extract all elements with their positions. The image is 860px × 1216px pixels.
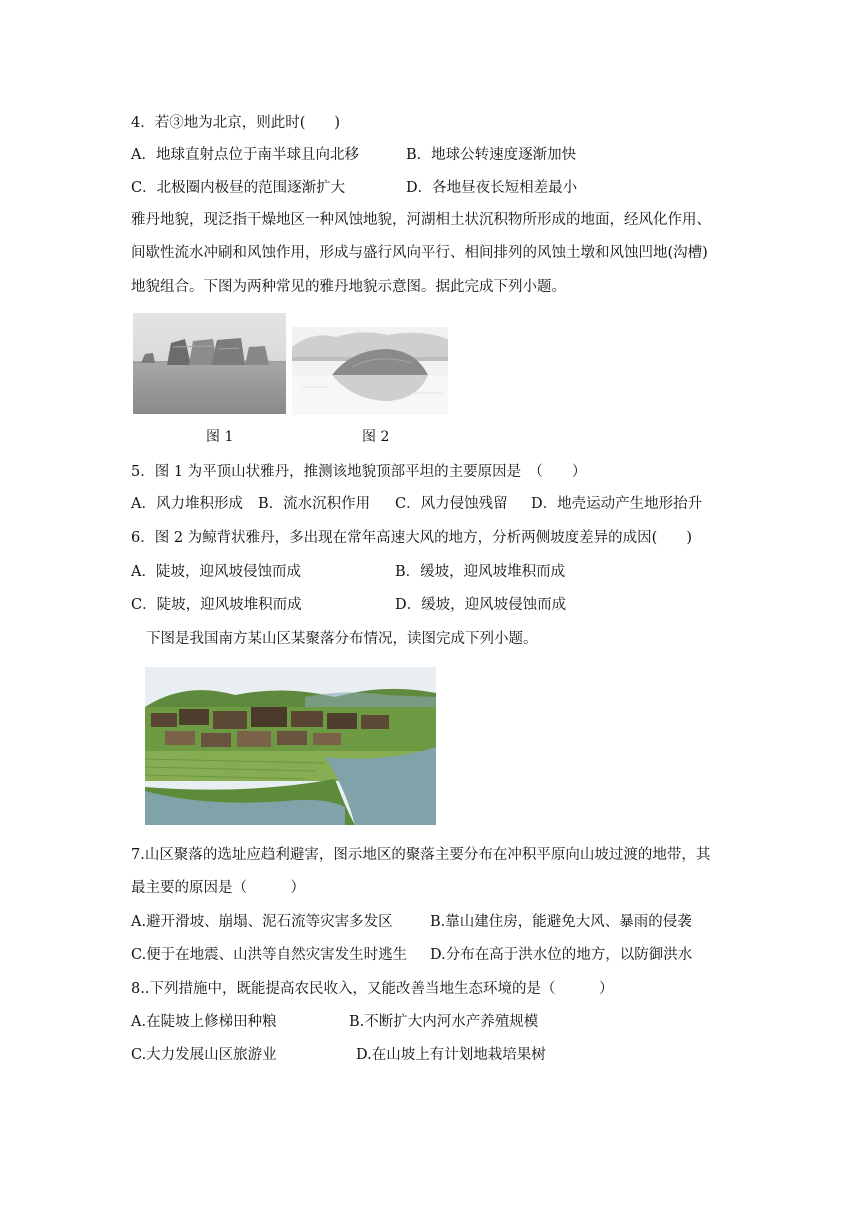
q6-option-c: C．陡坡，迎风坡堆积而成 [131, 597, 302, 613]
figure-1-caption: 图 1 [206, 429, 234, 445]
q7-stem-line2: 最主要的原因是（ ） [131, 880, 305, 896]
intro1-line1: 雅丹地貌，现泛指干燥地区一种风蚀地貌，河湖相土状沉积物所形成的地面，经风化作用、 [131, 212, 711, 228]
q5-option-b: B．流水沉积作用 [258, 496, 371, 512]
q6-stem: 6．图 2 为鲸背状雅丹，多出现在常年高速大风的地方，分析两侧坡度差异的成因( ) [131, 530, 692, 546]
q7-stem-line1: 7.山区聚落的选址应趋利避害，图示地区的聚落主要分布在冲积平原向山坡过渡的地带，其 [131, 847, 711, 863]
q4-stem: 4．若③地为北京，则此时( ) [131, 115, 341, 131]
q5-option-a: A．风力堆积形成 [131, 496, 243, 512]
q4-option-c: C．北极圈内极昼的范围逐渐扩大 [131, 180, 346, 196]
q7-option-d: D.分布在高于洪水位的地方，以防御洪水 [430, 947, 693, 963]
q7-option-a: A.避开滑坡、崩塌、泥石流等灾害多发区 [131, 914, 393, 930]
q6-option-a: A．陡坡，迎风坡侵蚀而成 [131, 564, 301, 580]
q4-option-b: B．地球公转速度逐渐加快 [406, 147, 577, 163]
intro1-line3: 地貌组合。下图为两种常见的雅丹地貌示意图。据此完成下列小题。 [131, 279, 566, 295]
figure-2-whale-back-yardang-image [292, 327, 448, 415]
q5-stem: 5．图 1 为平顶山状雅丹，推测该地貌顶部平坦的主要原因是 （ ） [131, 464, 587, 480]
q7-option-c: C.便于在地震、山洪等自然灾害发生时逃生 [131, 947, 408, 963]
q8-option-c: C.大力发展山区旅游业 [131, 1047, 277, 1063]
mountain-village-photo [145, 667, 436, 825]
q7-option-b: B.靠山建住房，能避免大风、暴雨的侵袭 [430, 914, 692, 930]
q5-option-d: D．地壳运动产生地形抬升 [531, 496, 703, 512]
figure-2-caption: 图 2 [362, 429, 390, 445]
q6-option-b: B．缓坡，迎风坡堆积而成 [395, 564, 566, 580]
q8-option-d: D.在山坡上有计划地栽培果树 [356, 1047, 546, 1063]
intro2-text: 下图是我国南方某山区某聚落分布情况，读图完成下列小题。 [146, 631, 538, 647]
q8-stem: 8..下列措施中，既能提高农民收入，又能改善当地生态环境的是（ ） [131, 981, 614, 997]
q4-option-a: A．地球直射点位于南半球且向北移 [131, 147, 359, 163]
q5-option-c: C．风力侵蚀残留 [395, 496, 508, 512]
q6-option-d: D．缓坡，迎风坡侵蚀而成 [395, 597, 567, 613]
q8-option-b: B.不断扩大内河水产养殖规模 [349, 1014, 539, 1030]
q8-option-a: A.在陡坡上修梯田种粮 [131, 1014, 277, 1030]
intro1-line2: 间歇性流水冲刷和风蚀作用，形成与盛行风向平行、相间排列的风蚀土墩和风蚀凹地(沟槽) [131, 245, 708, 261]
figure-1-flat-top-yardang-image [133, 313, 286, 414]
q4-option-d: D．各地昼夜长短相差最小 [406, 180, 578, 196]
